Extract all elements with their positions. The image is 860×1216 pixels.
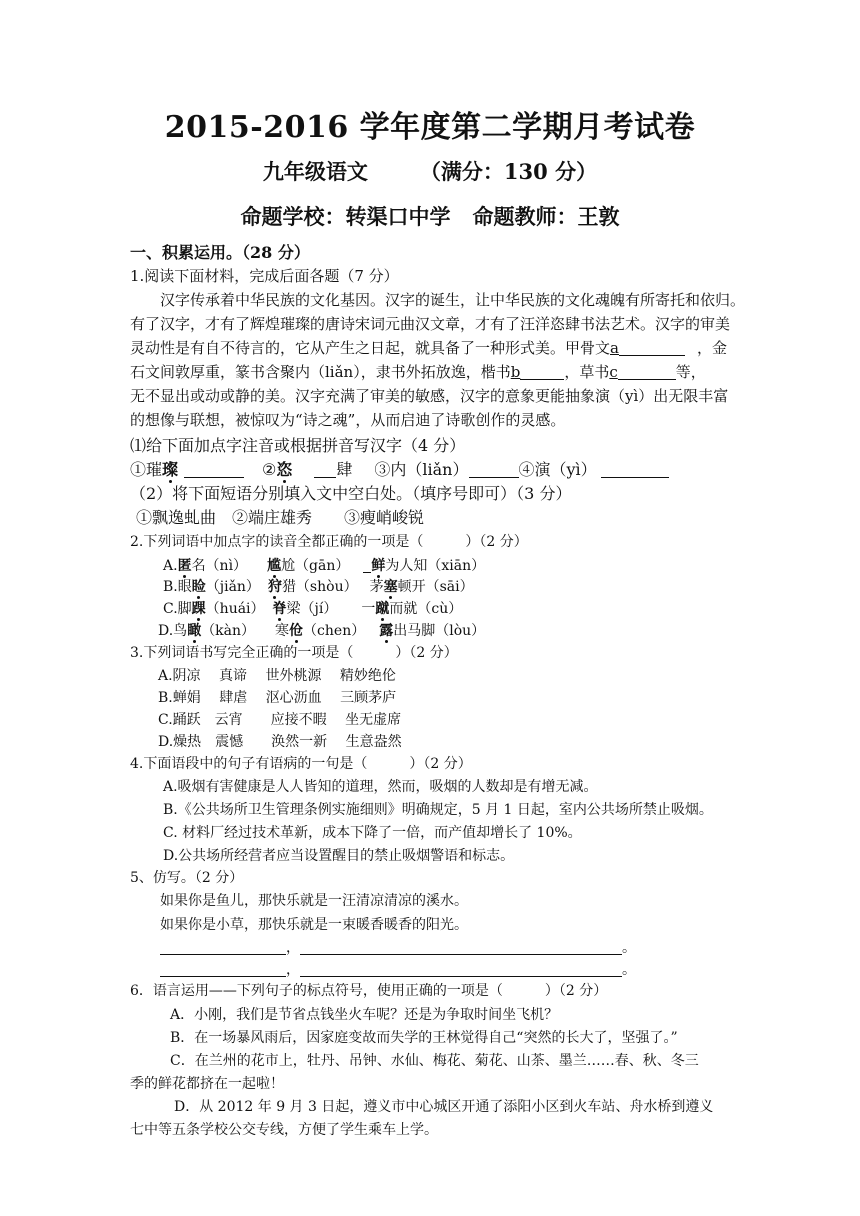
author-teacher: 命题教师：王敦	[472, 204, 620, 229]
q5-answer-line-2[interactable]: ， 。	[160, 962, 636, 977]
q2-option-a: A.匿名（nì） 尴尬（gān） 鲜为人知（xiān）	[163, 558, 486, 574]
q3-option-a: A.阴凉 真谛 世外桃源 精妙绝伦	[158, 668, 396, 684]
full-score: （满分：130 分）	[419, 159, 598, 184]
q2-option-c: C.脚踝（huái） 脊梁（jí） 一蹴而就（cù）	[163, 601, 463, 617]
q6-option-b: B．在一场暴风雨后，因家庭变故而失学的王林觉得自己“突然的长大了，坚强了。”	[170, 1030, 678, 1046]
blank-b-line	[520, 365, 564, 380]
q1-paragraph-line: 有了汉字，才有了辉煌璀璨的唐诗宋词元曲汉文章，才有了汪洋恣肆书法艺术。汉字的审美	[130, 315, 731, 333]
q6-option-c: C．在兰州的花市上，牡丹、吊钟、水仙、梅花、菊花、山茶、墨兰……春、秋、冬三	[170, 1053, 699, 1069]
q1-sub2-stem: （2）将下面短语分别填入文中空白处。（填序号即可）（3 分）	[130, 484, 572, 503]
q1-paragraph-line: 汉字传承着中华民族的文化基因。汉字的诞生，让中华民族的文化魂魄有所寄托和依归。	[160, 291, 746, 309]
blank-a: a	[610, 339, 619, 357]
q1-sub1-items: ①璀璨 ②恣 肆 ③内（liǎn） ④演（yì）	[130, 462, 669, 478]
q1-paragraph-line: 灵动性是有自不待言的，它从产生之日起，就具备了一种形式美。甲骨文a ，金	[130, 339, 727, 357]
q2-option-b: B.眼睑（jiǎn） 狩猎（shòu） 茅塞顿开（sāi）	[163, 579, 474, 595]
exam-title: 2015-2016 学年度第二学期月考试卷	[164, 110, 696, 145]
q4-option-a: A.吸烟有害健康是人人皆知的道理，然而，吸烟的人数却是有增无减。	[163, 779, 598, 795]
q2-option-d: D.鸟瞰（kàn） 寒伧（chen） 露出马脚（lòu）	[158, 623, 486, 639]
blank-b: b	[510, 363, 521, 381]
q6-option-d-cont: 七中等五条学校公交专线，方便了学生乘车上学。	[130, 1122, 438, 1138]
q1-paragraph-line: 石文间敦厚重，篆书含聚内（liǎn），隶书外拓放逸，楷书b ，草书c 等，	[130, 363, 706, 381]
exam-subtitle	[0, 161, 860, 182]
author-school: 命题学校：转渠口中学	[240, 204, 451, 229]
q4-option-d: D.公共场所经营者应当设置醒目的禁止吸烟警语和标志。	[163, 848, 515, 864]
q5-answer-line-1[interactable]: ， 。	[160, 940, 636, 955]
q3-option-b: B.蝉娟 肆虐 沤心沥血 三顾茅庐	[158, 690, 397, 706]
answer-blank	[314, 463, 336, 478]
q1-sub1-stem: ⑴给下面加点字注音或根据拼音写汉字（4 分）	[130, 436, 466, 455]
q5-example-2: 如果你是小草，那快乐就是一束暖香暖香的阳光。	[160, 917, 468, 933]
q1-paragraph-line: 的想像与联想，被惊叹为“诗之魂”，从而启迪了诗歌创作的灵感。	[130, 411, 566, 429]
answer-blank	[184, 463, 244, 478]
q1-sub2-options: ①飘逸虬曲 ②端庄雄秀 ③瘦峭峻锐	[136, 508, 425, 527]
blank-c: c	[609, 363, 618, 381]
q6-option-a: A．小刚，我们是节省点钱坐火车呢？还是为争取时间坐飞机？	[170, 1007, 559, 1023]
q1-paragraph-line: 无不显出或动或静的美。汉字充满了审美的敏感，汉字的意象更能抽象演（yì）出无限丰富	[130, 387, 729, 405]
q1-stem: 1.阅读下面材料，完成后面各题（7 分）	[130, 267, 399, 285]
q6-option-d: D．从 2012 年 9 月 3 日起，遵义市中心城区开通了添阳小区到火车站、舟水桥到遵义	[174, 1099, 714, 1115]
q3-stem: 3.下列词语书写完全正确的一项是（ ）（2 分）	[130, 645, 458, 661]
q5-example-1: 如果你是鱼儿，那快乐就是一汪清凉清凉的溪水。	[160, 893, 468, 909]
blank-a-line	[619, 341, 685, 356]
exam-authors	[0, 206, 860, 227]
grade-subject: 九年级语文	[262, 159, 368, 184]
section-heading: 一、积累运用。（28 分）	[130, 243, 310, 262]
blank-c-line	[618, 365, 676, 380]
answer-blank	[469, 463, 519, 478]
q3-option-c: C.踊跃 云宵 应接不暇 坐无虚席	[158, 712, 402, 728]
q5-stem: 5、仿写。（2 分）	[130, 870, 244, 886]
q6-stem: 6．语言运用——下列句子的标点符号，使用正确的一项是（ ）（2 分）	[130, 983, 608, 999]
q3-option-d: D.燥热 震憾 涣然一新 生意盎然	[158, 734, 402, 750]
q4-option-c: C. 材料厂经过技术革新，成本下降了一倍，而产值却增长了 10%。	[163, 825, 582, 841]
q2-stem: 2.下列词语中加点字的读音全都正确的一项是（ ）（2 分）	[130, 534, 528, 550]
q6-option-c-cont: 季的鲜花都挤在一起啦！	[130, 1076, 284, 1092]
q4-stem: 4.下面语段中的句子有语病的一句是（ ）（2 分）	[130, 756, 472, 772]
q4-option-b: B.《公共场所卫生管理条例实施细则》明确规定，5 月 1 日起，室内公共场所禁止吸烟。	[163, 802, 713, 818]
answer-blank	[601, 463, 669, 478]
